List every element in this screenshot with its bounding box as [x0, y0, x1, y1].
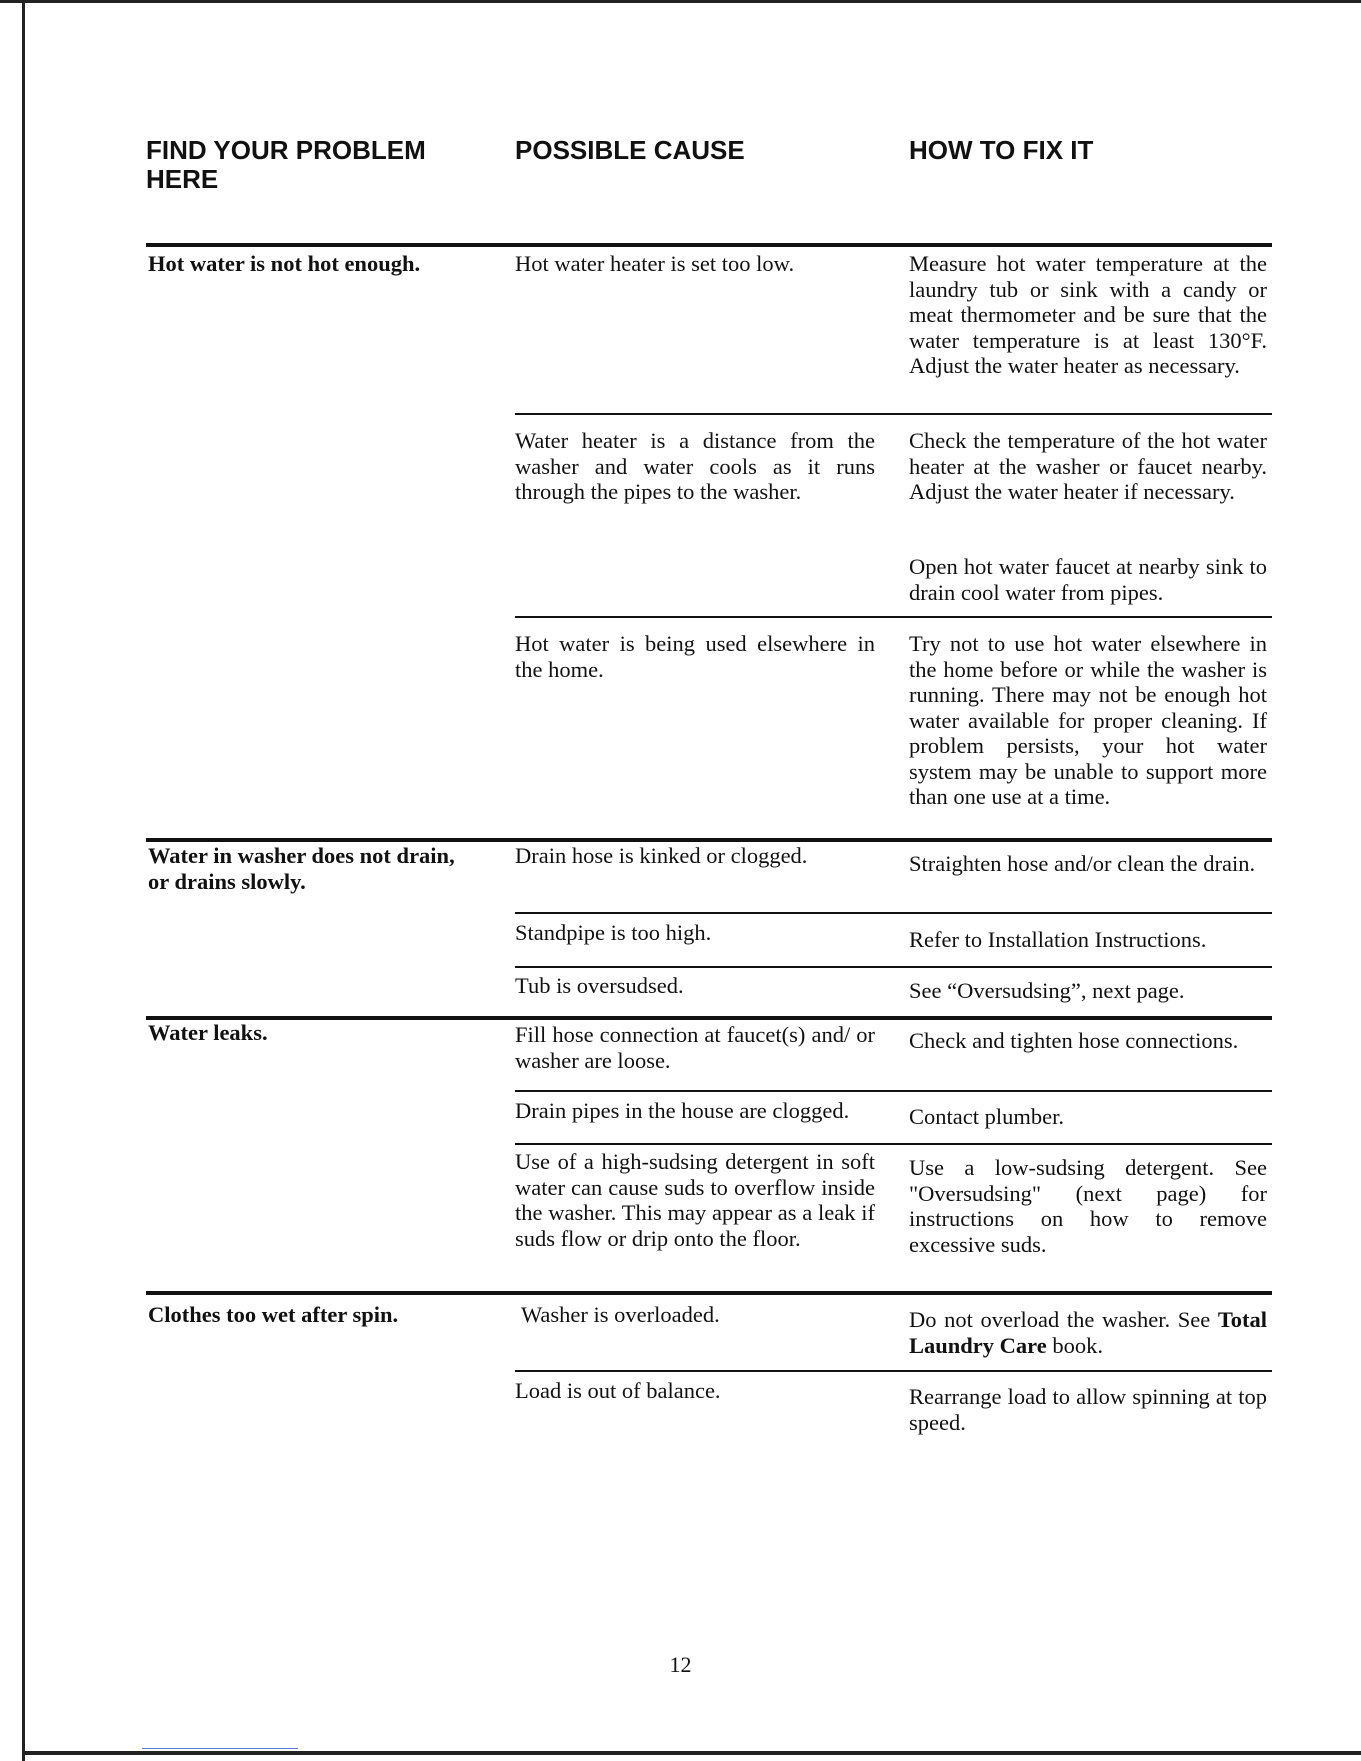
page-border-top — [0, 0, 1361, 3]
fix-overloaded-text-end: book. — [1046, 1332, 1103, 1358]
fix-drain-pipes: Contact plumber. — [909, 1104, 1064, 1129]
header-find-your-problem: FIND YOUR PROBLEM HERE — [146, 135, 426, 194]
problem-clothes-wet: Clothes too wet after spin. — [148, 1302, 399, 1327]
fix-heater-distance: Check the temperature of the hot water heater at the washer or faucet nearby. Adjust the water heater if necessary. — [909, 428, 1267, 504]
cause-fill-hose: Fill hose connection at faucet(s) and/ or washer are loose. — [515, 1022, 875, 1073]
problem-drain: Water in washer does not drain, or drains slowly. — [148, 843, 455, 894]
total-laundry-care-title: Total Laundry Care — [909, 1307, 1267, 1358]
row-divider — [515, 616, 1272, 618]
fix-heater-distance-extra: Open hot water faucet at nearby sink to drain cool water from pipes. — [909, 554, 1267, 605]
cause-high-sudsing: Use of a high-sudsing detergent in soft water can cause suds to overflow inside the washer. This may appear as a leak if suds flow or drip onto the floor. — [515, 1149, 875, 1251]
problem-water-leaks: Water leaks. — [148, 1020, 268, 1045]
fix-heater-low: Measure hot water temperature at the laundry tub or sink with a candy or meat thermometer and be sure that the water temperature is at least 130°F. Adjust the water heater as necessary. — [909, 251, 1267, 378]
row-divider — [515, 1090, 1272, 1092]
fix-standpipe: Refer to Installation Instructions. — [909, 927, 1207, 952]
page-border-left — [22, 0, 25, 1761]
fix-overloaded — [909, 1307, 1267, 1358]
cause-standpipe: Standpipe is too high. — [515, 920, 712, 945]
problem-hot-water: Hot water is not hot enough. — [148, 251, 421, 276]
row-divider — [515, 912, 1272, 914]
cause-heater-low: Hot water heater is set too low. — [515, 251, 795, 276]
row-divider — [515, 1370, 1272, 1372]
fix-oversudsed: See “Oversudsing”, next page. — [909, 978, 1185, 1003]
cause-out-of-balance: Load is out of balance. — [515, 1378, 721, 1403]
fix-overloaded-text: Do not overload the washer. See — [909, 1307, 1218, 1332]
header-possible-cause: POSSIBLE CAUSE — [515, 135, 745, 165]
section-divider — [146, 243, 1272, 247]
page-border-bottom — [22, 1751, 1361, 1755]
fix-high-sudsing: Use a low-sudsing detergent. See "Oversudsing" (next page) for instructions on how to remove excessive suds. — [909, 1155, 1267, 1257]
row-divider — [515, 966, 1272, 968]
fix-fill-hose: Check and tighten hose connections. — [909, 1028, 1239, 1053]
cause-oversudsed: Tub is oversudsed. — [515, 973, 684, 998]
fix-hot-water-elsewhere: Try not to use hot water elsewhere in the home before or while the washer is running. There may not be enough hot water available for proper cleaning. If problem persists, your hot water system may be unable to support more than one use at a time. — [909, 631, 1267, 809]
cause-drain-hose: Drain hose is kinked or clogged. — [515, 843, 808, 868]
section-divider — [146, 838, 1272, 842]
cause-hot-water-elsewhere: Hot water is being used elsewhere in the home. — [515, 631, 875, 682]
cause-overloaded: Washer is overloaded. — [521, 1302, 720, 1327]
row-divider — [515, 413, 1272, 415]
row-divider — [515, 1143, 1272, 1145]
fix-out-of-balance: Rearrange load to allow spinning at top speed. — [909, 1384, 1267, 1435]
header-how-to-fix-it: HOW TO FIX IT — [909, 135, 1094, 165]
page-number: 12 — [669, 1652, 692, 1677]
cause-drain-pipes: Drain pipes in the house are clogged. — [515, 1098, 850, 1123]
cause-heater-distance: Water heater is a distance from the washer and water cools as it runs through the pipes to the washer. — [515, 428, 875, 504]
section-divider — [146, 1291, 1272, 1295]
bottom-underline-mark — [142, 1748, 298, 1749]
fix-drain-hose: Straighten hose and/or clean the drain. — [909, 851, 1256, 876]
